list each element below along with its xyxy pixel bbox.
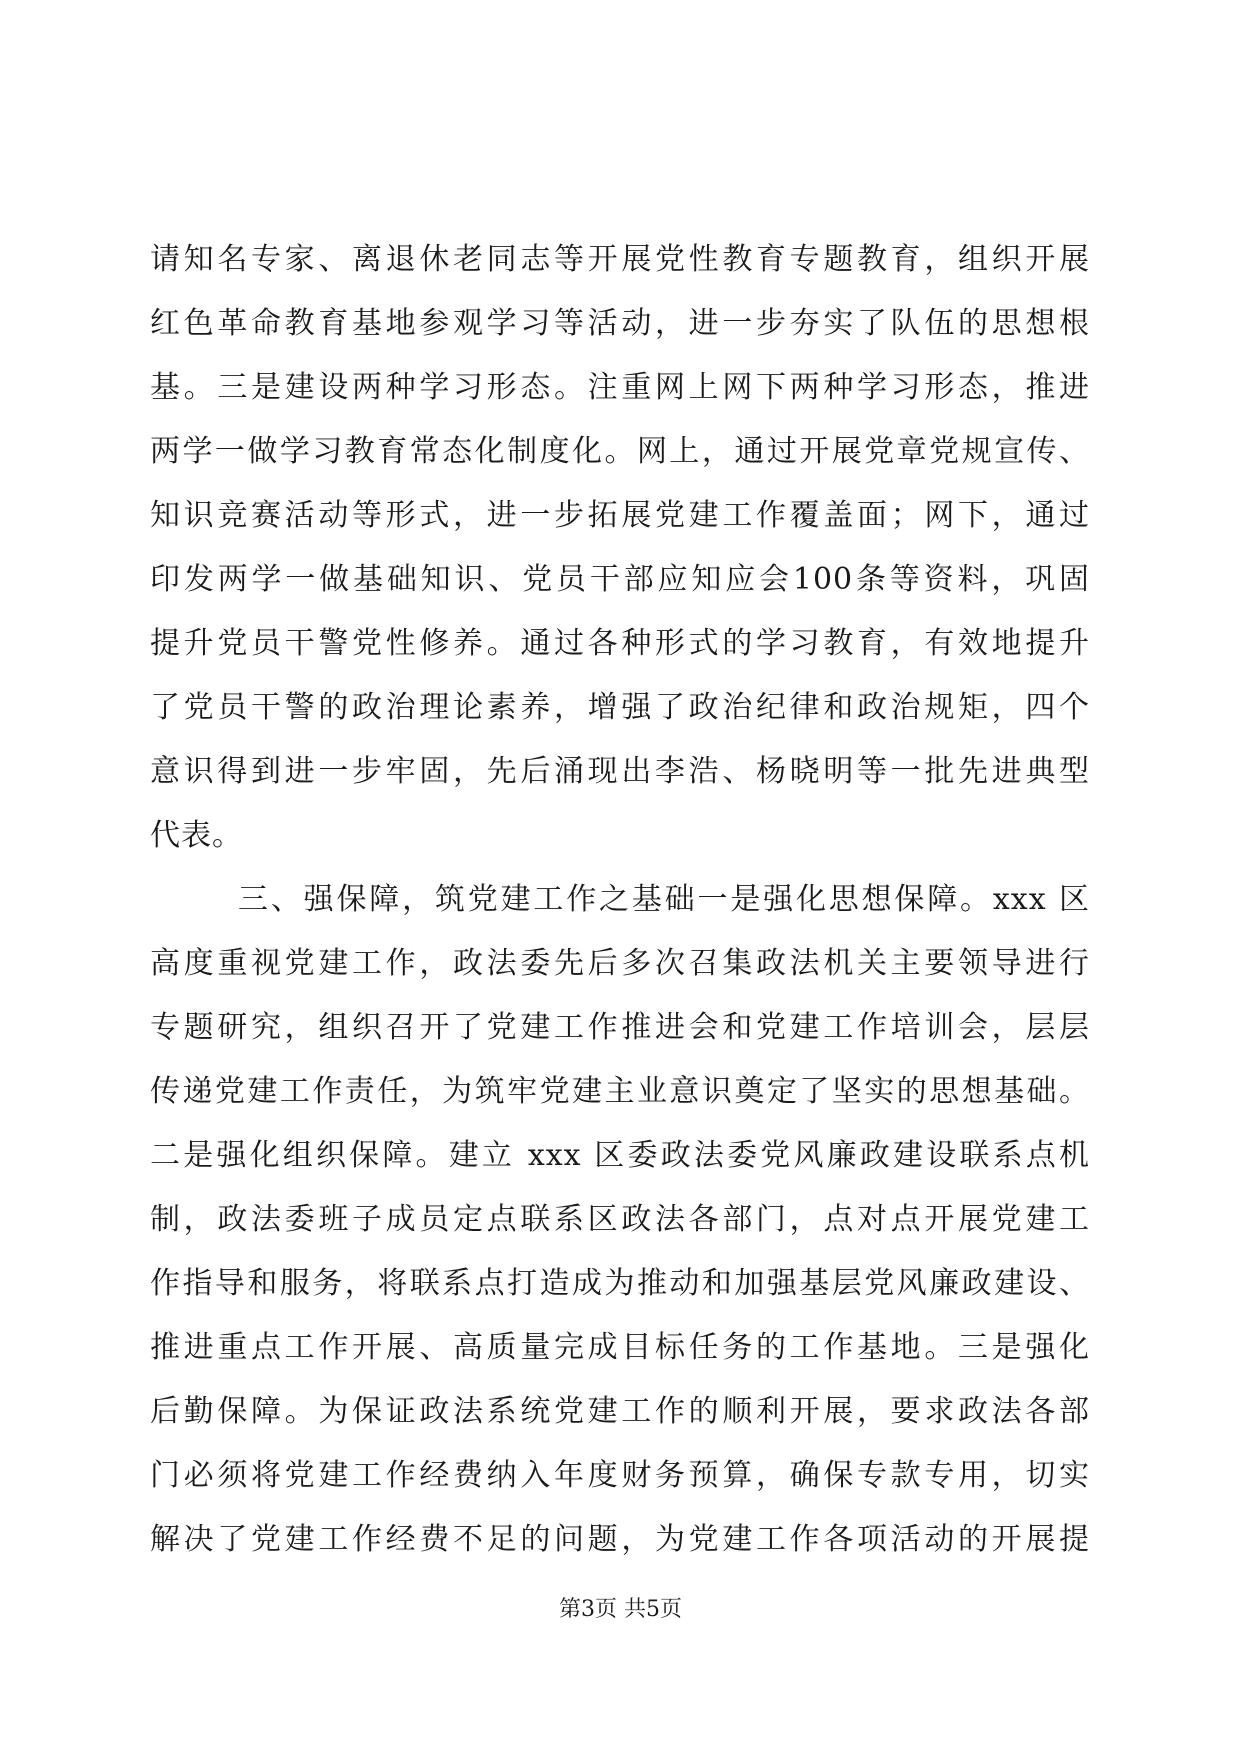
text-line: 推进重点工作开展、高质量完成目标任务的工作基地。三是强化 (150, 1330, 1090, 1365)
text-line: 门必须将党建工作经费纳入年度财务预算，确保专款专用，切实 (150, 1458, 1090, 1493)
text-line: 两学一做学习教育常态化制度化。网上，通过开展党章党规宣传、 (150, 434, 1090, 469)
text-line: 传递党建工作责任，为筑牢党建主业意识奠定了坚实的思想基础。 (150, 1074, 1090, 1109)
text-line: 请知名专家、离退休老同志等开展党性教育专题教育，组织开展 (150, 242, 1090, 277)
text-line: 提升党员干警党性修养。通过各种形式的学习教育，有效地提升 (150, 626, 1090, 661)
text-line: 印发两学一做基础知识、党员干部应知应会100条等资料，巩固 (150, 562, 1090, 597)
text-line: 后勤保障。为保证政法系统党建工作的顺利开展，要求政法各部 (150, 1394, 1090, 1429)
text-line: 解决了党建工作经费不足的问题，为党建工作各项活动的开展提 (150, 1522, 1090, 1557)
text-line: 二是强化组织保障。建立 xxx 区委政法委党风廉政建设联系点机 (150, 1138, 1090, 1173)
text-line: 意识得到进一步牢固，先后涌现出李浩、杨晓明等一批先进典型 (150, 754, 1090, 789)
text-line: 高度重视党建工作，政法委先后多次召集政法机关主要领导进行 (150, 946, 1090, 981)
text-line: 基。三是建设两种学习形态。注重网上网下两种学习形态，推进 (150, 370, 1090, 405)
paragraph-heading-line: 三、强保障，筑党建工作之基础一是强化思想保障。xxx 区 (238, 882, 1090, 917)
text-line: 了党员干警的政治理论素养，增强了政治纪律和政治规矩，四个 (150, 690, 1090, 725)
text-line: 制，政法委班子成员定点联系区政法各部门，点对点开展党建工 (150, 1202, 1090, 1237)
text-line: 代表。 (150, 818, 243, 853)
page-footer: 第3页 共5页 (559, 1597, 682, 1622)
text-line: 红色革命教育基地参观学习等活动，进一步夯实了队伍的思想根 (150, 306, 1090, 341)
text-line: 作指导和服务，将联系点打造成为推动和加强基层党风廉政建设、 (150, 1266, 1090, 1301)
text-line: 知识竞赛活动等形式，进一步拓展党建工作覆盖面；网下，通过 (150, 498, 1090, 533)
text-line: 专题研究，组织召开了党建工作推进会和党建工作培训会，层层 (150, 1010, 1090, 1045)
